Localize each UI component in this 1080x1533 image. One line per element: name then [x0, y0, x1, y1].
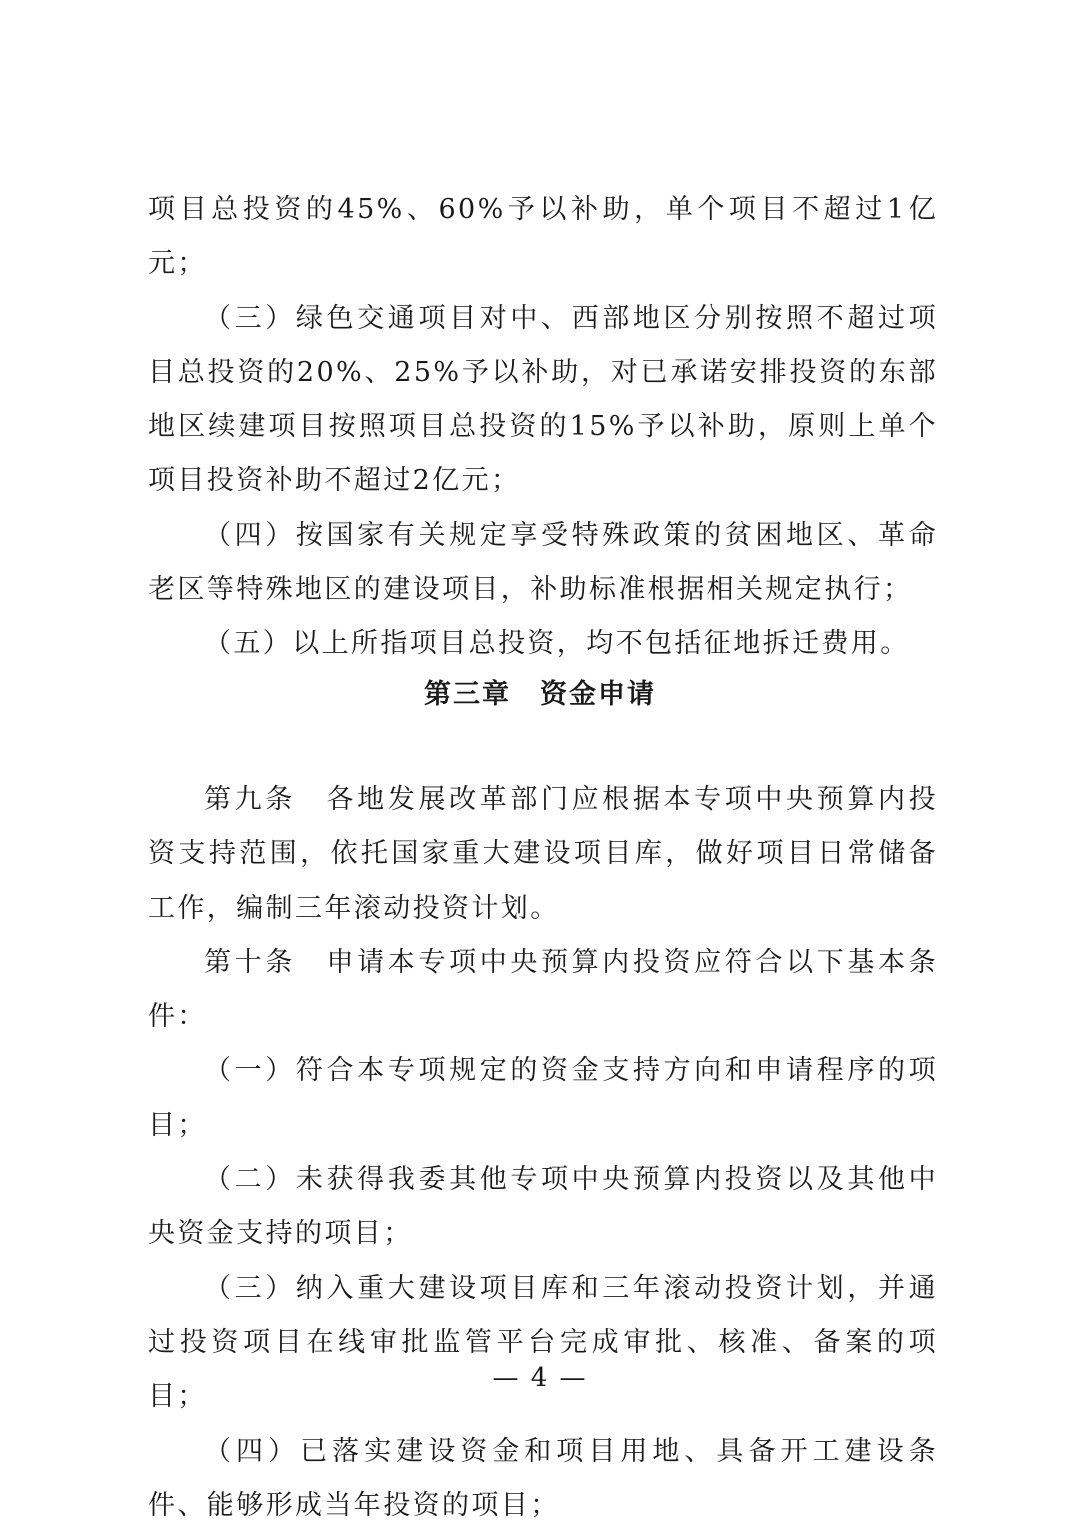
- paragraph-1: （三）绿色交通项目对中、西部地区分别按照不超过项目总投资的20%、25%予以补助，对已承诺安排投资的东部地区续建项目按照项目总投资的15%予以补助，原则上单个项目投资补助不超过2亿元；: [148, 302, 938, 497]
- document-body-bottom: [148, 773, 938, 1533]
- condition-4: （四）已落实建设资金和项目用地、具备开工建设条件、能够形成当年投资的项目；: [148, 1435, 938, 1521]
- condition-3: （三）纳入重大建设项目库和三年滚动投资计划，并通过投资项目在线审批监管平台完成审批、核准、备案的项目；: [148, 1272, 938, 1413]
- article-10: 第十条 申请本专项中央预算内投资应符合以下基本条件：: [148, 946, 938, 1033]
- article-9: 第九条 各地发展改革部门应根据本专项中央预算内投资支持范围，依托国家重大建设项目库，做好项目日常储备工作，编制三年滚动投资计划。: [148, 784, 938, 924]
- page-number: — 4 —: [492, 1363, 588, 1393]
- paragraph-0: 项目总投资的45%、60%予以补助，单个项目不超过1亿元；: [148, 194, 938, 280]
- paragraph-2: （四）按国家有关规定享受特殊政策的贫困地区、革命老区等特殊地区的建设项目，补助标准根据相关规定执行；: [148, 519, 938, 606]
- paragraph-3: （五）以上所指项目总投资，均不包括征地拆迁费用。: [204, 628, 910, 660]
- condition-1: （一）符合本专项规定的资金支持方向和申请程序的项目；: [148, 1055, 938, 1141]
- chapter-title: 第三章 资金申请: [424, 679, 656, 710]
- document-body-top: [148, 183, 938, 672]
- condition-2: （二）未获得我委其他专项中央预算内投资以及其他中央资金支持的项目；: [148, 1164, 938, 1250]
